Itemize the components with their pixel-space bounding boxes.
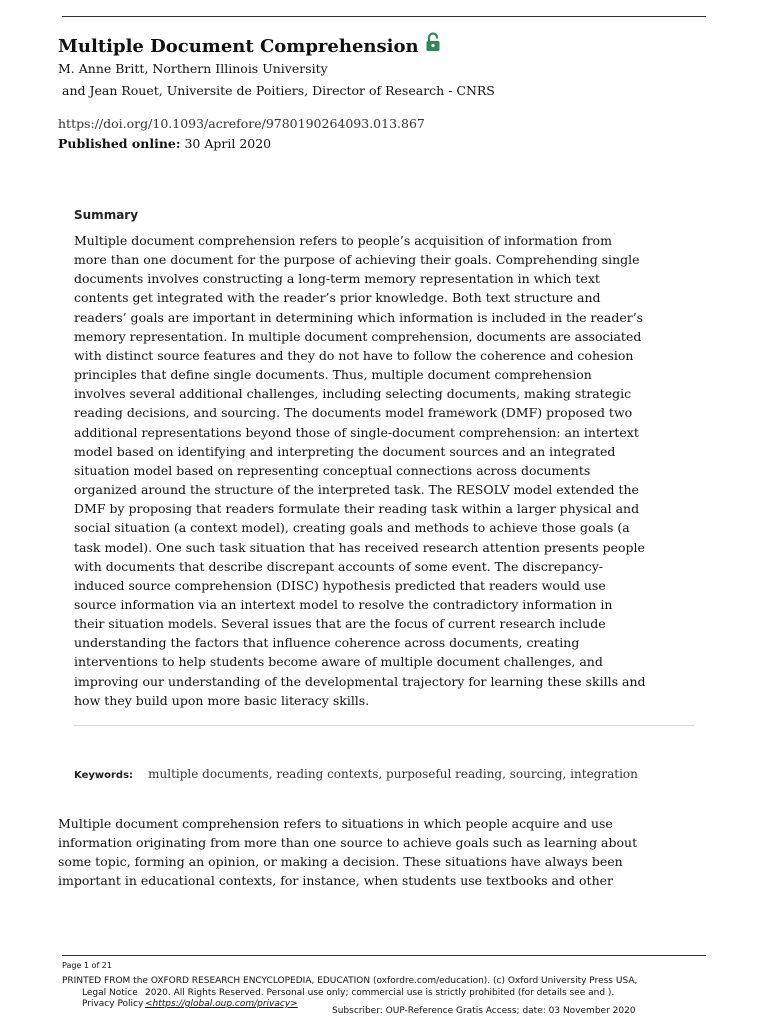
summary-line: source information via an intertext model to resolve the contradictory information in (74, 596, 613, 612)
legal-notice-link[interactable]: Legal Notice (82, 987, 138, 998)
page-number: Page 1 of 21 (62, 961, 112, 970)
summary-line: Multiple document comprehension refers to people’s acquisition of information from (74, 233, 612, 248)
summary-line: their situation models. Several issues that are the focus of current research include (74, 616, 606, 632)
summary-line: social situation (a context model), creating goals and methods to achieve those goals (a (74, 520, 630, 536)
summary-heading: Summary (74, 208, 139, 222)
doi-link[interactable]: https://doi.org/10.1093/acrefore/9780190264093.013.867 (58, 116, 425, 131)
summary-line: readers’ goals are important in determining which information is included in the reader’s (74, 309, 644, 325)
summary-line: additional representations beyond those of single-document comprehension: an intertext (74, 424, 639, 440)
summary-line: task model). One such task situation that has received research attention presents people (74, 539, 645, 555)
summary-line: more than one document for the purpose of achieving their goals. Comprehending single (74, 252, 640, 268)
summary-line: DMF by proposing that readers formulate their reading task within a larger physical and (74, 501, 640, 517)
published-label: Published online: (58, 136, 181, 151)
published-online (58, 136, 271, 151)
summary-line: situation model based on representing conceptual connections across documents (74, 462, 591, 478)
summary-divider (74, 725, 694, 726)
summary-line: with distinct source features and they do not have to follow the coherence and cohesion (74, 347, 634, 363)
printed-line-1: PRINTED FROM the OXFORD RESEARCH ENCYCLOPEDIA, EDUCATION (oxfordre.com/education). (c) Oxford University Press USA, (62, 976, 638, 986)
privacy-policy-link[interactable]: <https://global.oup.com/privacy> (145, 999, 298, 1009)
privacy-policy-label[interactable]: Privacy Policy (82, 999, 144, 1009)
subscriber-info: Subscriber: OUP-Reference Gratis Access; date: 03 November 2020 (332, 1006, 636, 1016)
keywords-list: multiple documents, reading contexts, purposeful reading, sourcing, integration (148, 767, 638, 781)
summary-line: documents involves constructing a long-term memory representation in which text (74, 271, 600, 287)
keywords (74, 763, 638, 782)
summary-line: with documents that describe discrepant accounts of some event. The discrepancy- (74, 558, 604, 574)
summary-line: principles that define single documents. Thus, multiple document comprehension (74, 367, 592, 383)
keywords-label: Keywords: (74, 770, 134, 781)
summary-line: how they build upon more basic literacy skills. (74, 692, 370, 708)
top-rule (62, 16, 706, 17)
summary-line: improving our understanding of the developmental trajectory for learning these skills and (74, 673, 646, 689)
article-title-text: Multiple Document Comprehension (58, 36, 419, 57)
open-access-lock-icon (425, 32, 441, 52)
author-primary: M. Anne Britt, Northern Illinois University (58, 61, 328, 76)
article-title (58, 36, 441, 57)
footer-rule (62, 955, 706, 956)
author-secondary: and Jean Rouet, Universite de Poitiers, Director of Research - CNRS (62, 83, 495, 98)
body-line: Multiple document comprehension refers to situations in which people acquire and use (58, 816, 613, 831)
summary-line: understanding the factors that influence coherence across documents, creating (74, 635, 580, 651)
summary-line: memory representation. In multiple document comprehension, documents are associated (74, 328, 642, 344)
summary-line: organized around the structure of the interpreted task. The RESOLV model extended the (74, 482, 639, 498)
body-line: important in educational contexts, for instance, when students use textbooks and other (58, 873, 614, 889)
printed-line-2 (62, 988, 702, 1000)
body-line: some topic, forming an opinion, or making a decision. These situations have always been (58, 854, 623, 870)
body-line: information originating from more than one source to achieve goals such as learning about (58, 835, 638, 851)
summary-line: model based on identifying and interpreting the document sources and an integrated (74, 443, 616, 459)
summary-line: reading decisions, and sourcing. The documents model framework (DMF) proposed two (74, 405, 633, 421)
summary-text (74, 231, 704, 710)
published-date: 30 April 2020 (184, 136, 272, 151)
summary-line: contents get integrated with the reader’s prior knowledge. Both text structure and (74, 290, 601, 306)
summary-line: induced source comprehension (DISC) hypothesis predicted that readers would use (74, 577, 606, 593)
summary-line: involves several additional challenges, including selecting documents, making strategic (74, 386, 632, 402)
summary-line: interventions to help students become aware of multiple document challenges, and (74, 654, 603, 670)
body-text (58, 814, 708, 891)
printed-line-2-text: 2020. All Rights Reserved. Personal use only; commercial use is strictly prohibited (for details see and ). (145, 987, 615, 998)
